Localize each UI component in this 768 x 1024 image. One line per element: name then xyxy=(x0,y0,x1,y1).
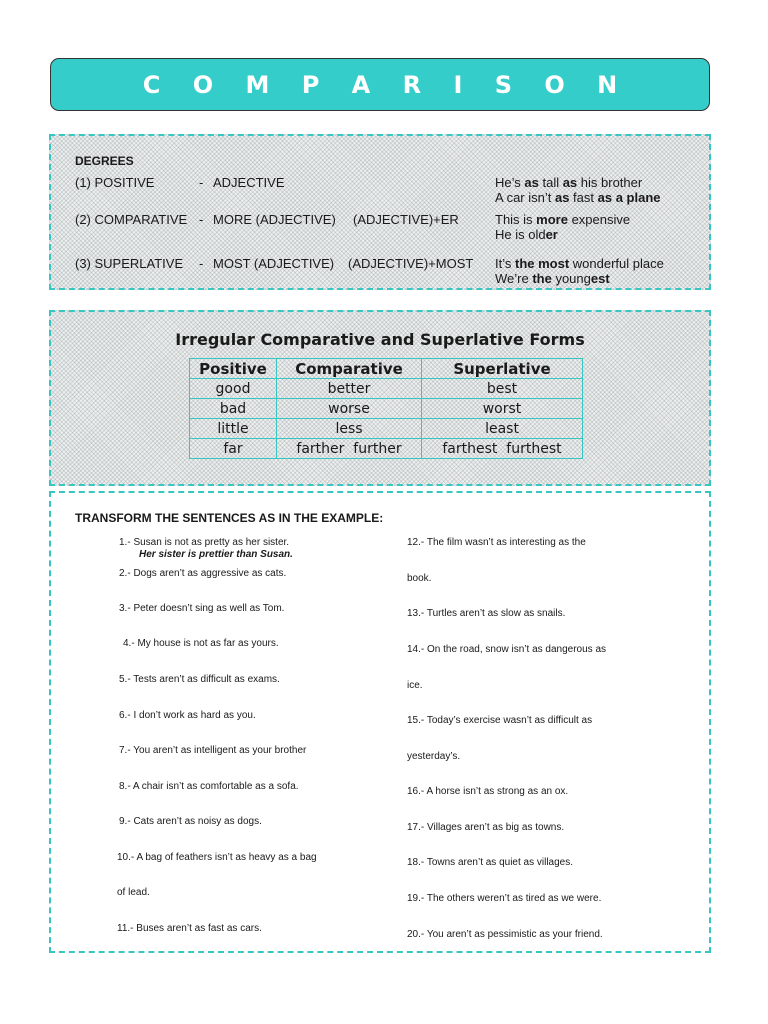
degrees-section xyxy=(49,134,711,290)
degree-label: (3) SUPERLATIVE xyxy=(75,256,184,271)
degree-dash: - xyxy=(199,212,204,227)
column-header: Superlative xyxy=(422,359,583,379)
degree-form: MORE (ADJECTIVE) xyxy=(213,212,336,227)
degree-form: ADJECTIVE xyxy=(213,175,285,190)
exercise-heading: TRANSFORM THE SENTENCES AS IN THE EXAMPLE: xyxy=(75,511,384,525)
table-row xyxy=(190,379,583,399)
exercise-sentence: ice. xyxy=(407,680,423,691)
degree-example: We’re the youngest xyxy=(495,271,610,286)
table-cell: least xyxy=(422,419,583,439)
exercise-sentence: 10.- A bag of feathers isn’t as heavy as a bag xyxy=(117,852,317,863)
page-title: C O M P A R I S O N xyxy=(142,70,630,99)
exercise-sentence: 3.- Peter doesn’t sing as well as Tom. xyxy=(119,603,285,614)
table-cell: farther further xyxy=(277,439,422,459)
table-cell: better xyxy=(277,379,422,399)
exercise-sentence: 2.- Dogs aren’t as aggressive as cats. xyxy=(119,568,287,579)
exercise-sentence: 20.- You aren’t as pessimistic as your friend. xyxy=(407,929,603,940)
degree-form: MOST (ADJECTIVE) xyxy=(213,256,335,271)
exercise-sentence: 6.- I don’t work as hard as you. xyxy=(119,710,256,721)
table-cell: good xyxy=(190,379,277,399)
degree-dash: - xyxy=(199,256,204,271)
column-header: Positive xyxy=(190,359,277,379)
degree-example: He is older xyxy=(495,227,558,242)
example-answer: Her sister is prettier than Susan. xyxy=(139,549,293,560)
irregular-forms-section xyxy=(49,310,711,486)
exercise-sentence: 17.- Villages aren’t as big as towns. xyxy=(407,822,565,833)
table-cell: little xyxy=(190,419,277,439)
exercise-sentence: 7.- You aren’t as intelligent as your brother xyxy=(119,745,307,756)
exercise-sentence: 12.- The film wasn’t as interesting as the xyxy=(407,537,586,548)
table-row xyxy=(190,399,583,419)
exercise-sentence: 15.- Today’s exercise wasn’t as difficult as xyxy=(407,715,593,726)
exercise-section xyxy=(49,491,711,953)
exercise-sentence: 19.- The others weren’t as tired as we were. xyxy=(407,893,602,904)
exercise-sentence: book. xyxy=(407,573,432,584)
table-cell: bad xyxy=(190,399,277,419)
exercise-sentence: 14.- On the road, snow isn’t as dangerous as xyxy=(407,644,607,655)
exercise-sentence: 8.- A chair isn’t as comfortable as a sofa. xyxy=(119,781,299,792)
exercise-sentence: 13.- Turtles aren’t as slow as snails. xyxy=(407,608,566,619)
table-cell: far xyxy=(190,439,277,459)
exercise-sentence: of lead. xyxy=(117,887,150,898)
table-cell: worse xyxy=(277,399,422,419)
exercise-sentence: 5.- Tests aren’t as difficult as exams. xyxy=(119,674,280,685)
table-cell: farthest furthest xyxy=(422,439,583,459)
degree-example: This is more expensive xyxy=(495,212,631,227)
degrees-heading: DEGREES xyxy=(75,154,134,168)
column-header: Comparative xyxy=(277,359,422,379)
exercise-sentence: 1.- Susan is not as pretty as her sister. xyxy=(119,537,290,548)
table-cell: best xyxy=(422,379,583,399)
table-cell: worst xyxy=(422,399,583,419)
degree-label: (1) POSITIVE xyxy=(75,175,155,190)
exercise-sentence: yesterday’s. xyxy=(407,751,461,762)
exercise-sentence: 9.- Cats aren’t as noisy as dogs. xyxy=(119,816,262,827)
exercise-sentence: 11.- Buses aren’t as fast as cars. xyxy=(117,923,262,934)
degree-example: He’s as tall as his brother xyxy=(495,175,643,190)
table-row xyxy=(190,439,583,459)
degree-form-suffix: (ADJECTIVE)+MOST xyxy=(348,256,474,271)
degree-example: A car isn’t as fast as a plane xyxy=(495,190,661,205)
irregular-forms-table xyxy=(189,358,583,459)
title-banner xyxy=(50,58,710,111)
table-cell: less xyxy=(277,419,422,439)
table-row xyxy=(190,419,583,439)
degree-example: It’s the most wonderful place xyxy=(495,256,664,271)
exercise-sentence: 16.- A horse isn’t as strong as an ox. xyxy=(407,786,569,797)
exercise-sentence: 18.- Towns aren’t as quiet as villages. xyxy=(407,857,574,868)
irregular-forms-title: Irregular Comparative and Superlative Forms xyxy=(175,330,585,349)
degree-dash: - xyxy=(199,175,204,190)
exercise-sentence: 4.- My house is not as far as yours. xyxy=(123,638,279,649)
table-header-row xyxy=(190,359,583,379)
degree-label: (2) COMPARATIVE xyxy=(75,212,188,227)
degree-form-suffix: (ADJECTIVE)+ER xyxy=(353,212,459,227)
